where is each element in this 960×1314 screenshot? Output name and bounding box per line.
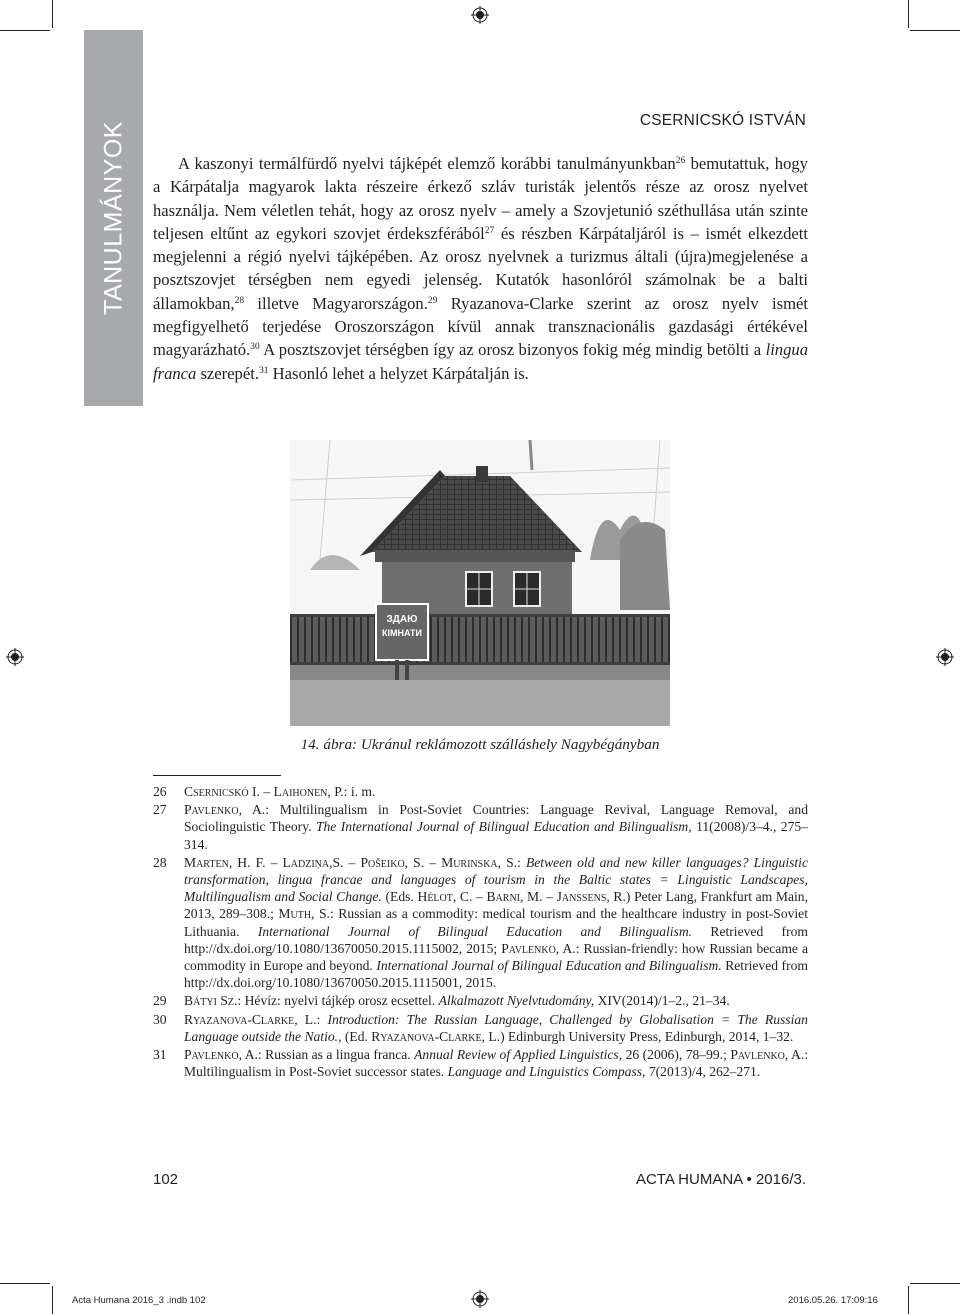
footnote-number: 28 [153,854,167,870]
footnote-text: Pavlenko, A.: Multilingualism in Post-Soviet Countries: Language Revival, Language Removal, and Sociolinguistic Theory. The International Journal of Bilingual Education and Bilingualism, 11(2008)/3–4., 275–314. [184,802,809,852]
footnote-26 [153,783,808,800]
journal-name: ACTA HUMANA • 2016/3. [635,1171,806,1188]
crop-mark [52,1286,53,1314]
doi-link[interactable]: Retrieved from http://dx.doi.org/10.1080/13670050.2015.1115002, 2015; [184,923,808,956]
registration-mark-icon [471,1290,489,1308]
crop-mark [0,1283,50,1284]
footnote-number: 31 [153,1047,167,1063]
lingua-franca-term: lingua franca [153,340,808,383]
footnote-ref-27[interactable]: 27 [484,225,495,236]
crop-mark [0,30,50,31]
crop-mark [910,1283,960,1284]
footnote-rule [153,775,281,776]
footnote-ref-26[interactable]: 26 [675,156,686,166]
section-tab-label: TANULMÁNYOK [99,121,127,315]
crop-mark [52,0,53,28]
footnote-31 [153,1046,808,1080]
figure-photo [290,440,670,726]
running-head: CSERNICSKÓ ISTVÁN [639,112,806,129]
footnote-ref-30[interactable]: 30 [250,342,260,353]
footnote-text: Bátyi Sz.: Hévíz: nyelvi tájkép orosz ecsettel. Alkalmazott Nyelvtudomány, XIV(2014)/1–2., 21–34. [184,993,730,1009]
footnote-ref-31[interactable]: 31 [258,365,269,376]
footnote-ref-28[interactable]: 28 [234,295,245,306]
footnote-text: Marten, H. F. – Ladziņa,S. – Pošeiko, S. – Murinska, S.: Between old and new killer languages? Linguistic transformation, lingua francae and languages of tourism in the Baltic states = Linguistic Landscapes, Multilingualism and Social Change. (Eds. Hélot, C. – Barni, M. – Janssens, R.) Peter Lang, Frankfurt am Main, 2013, 289–308.; Muth, S.: Russian as a commodity: medical tourism and the healthcare industry in post-Soviet Lithuania. International Journal of Bilingual Education and Bilingualism. Retrieved from http://dx.doi.org/10.1080/13670050.2015.1115002, 2015; Pavlenko, A.: Russian-friendly: how Russian became a commodity in Europe and beyond. International Journal of Bilingual Education and Bilingualism. Retrieved from http://dx.doi.org/10.1080/13670050.2015.1115001, 2015. [184,854,809,991]
footnote-30 [153,1011,808,1045]
footnote-28 [153,854,808,992]
crop-mark [910,30,960,31]
house-photo [290,440,670,726]
registration-mark-icon [471,6,489,24]
footnote-number: 29 [153,993,167,1009]
crop-mark [908,0,909,28]
slug-date: 2016.05.26. 17:09:16 [788,1295,878,1306]
footnote-29 [153,992,808,1009]
registration-mark-icon [6,648,24,666]
footnote-text: Ryazanova-Clarke, L.: Introduction: The Russian Language, Challenged by Globalisation = The Russian Language outside the Natio., (Ed. Ryazanova-Clarke, L.) Edinburgh University Press, Edinburgh, 2014, 1–32. [184,1011,808,1044]
footnote-text: Csernicskó I. – Laihonen, P.: i. m. [184,784,376,799]
doi-link[interactable]: Retrieved from http://dx.doi.org/10.1080/13670050.2015.1115001, 2015. [184,958,808,991]
footnote-text: Pavlenko, A.: Russian as a lingua franca. Annual Review of Applied Linguistics, 26 (2006), 78–99.; Pavlenko, A.: Multilingualism in Post-Soviet successor states. Language and Linguistics Compass, 7(2013)/4, 262–271. [184,1047,809,1080]
slug-file: Acta Humana 2016_3 .indb 102 [72,1295,206,1306]
footnote-27 [153,801,808,853]
sign-text-line1: ЗДАЮ [386,614,418,625]
registration-mark-icon [936,648,954,666]
footnote-ref-29[interactable]: 29 [427,295,438,306]
sign-text-line2: КІМНАТИ [381,628,423,638]
body-paragraph: A kaszonyi termálfürdő nyelvi tájképét elemző korábbi tanulmányunkban$^{26}$ bemutattuk, hogy a Kárpátalja magyarok lakta részeire érkező szláv turisták jelentős része az orosz nyelvet használja. Nem véletlen tehát, hogy az orosz nyelv – amely a Szovjetunió széthullása után szinte teljesen eltűnt az egykori szovjet érdekszférából$^{27}$ és részben Kárpátaljáról is – ismét elkezdett megjelenni a régió nyelvi tájképében. Az orosz nyelvnek a turizmus általi (újra)megjelenése a posztszovjet térségben nem egyedi jelenség. Kutatók hasonlóról számolnak be a balti államokban,$^{28}$ illetve Magyarországon.$^{29}$ Ryazanova-Clarke szerint az orosz nyelv ismét megfigyelhető terjedése Oroszországon kívül annak transznacionális gazdasági értékével magyarázható.$^{30}$ A posztszovjet térségben így az orosz bizonyos fokig még mindig betölti a lingua franca szerepét.$^{31}$ Hasonló lehet a helyzet Kárpátalján is. [153,154,809,383]
section-tab [84,30,143,406]
footnote-number: 27 [153,802,167,818]
figure-caption: 14. ábra: Ukránul reklámozott szálláshely Nagybégányban [300,736,660,753]
footnote-number: 30 [153,1011,167,1027]
page-number: 102 [153,1171,179,1188]
footnote-number: 26 [153,784,167,799]
crop-mark [908,1286,909,1314]
footnotes [153,783,808,1081]
